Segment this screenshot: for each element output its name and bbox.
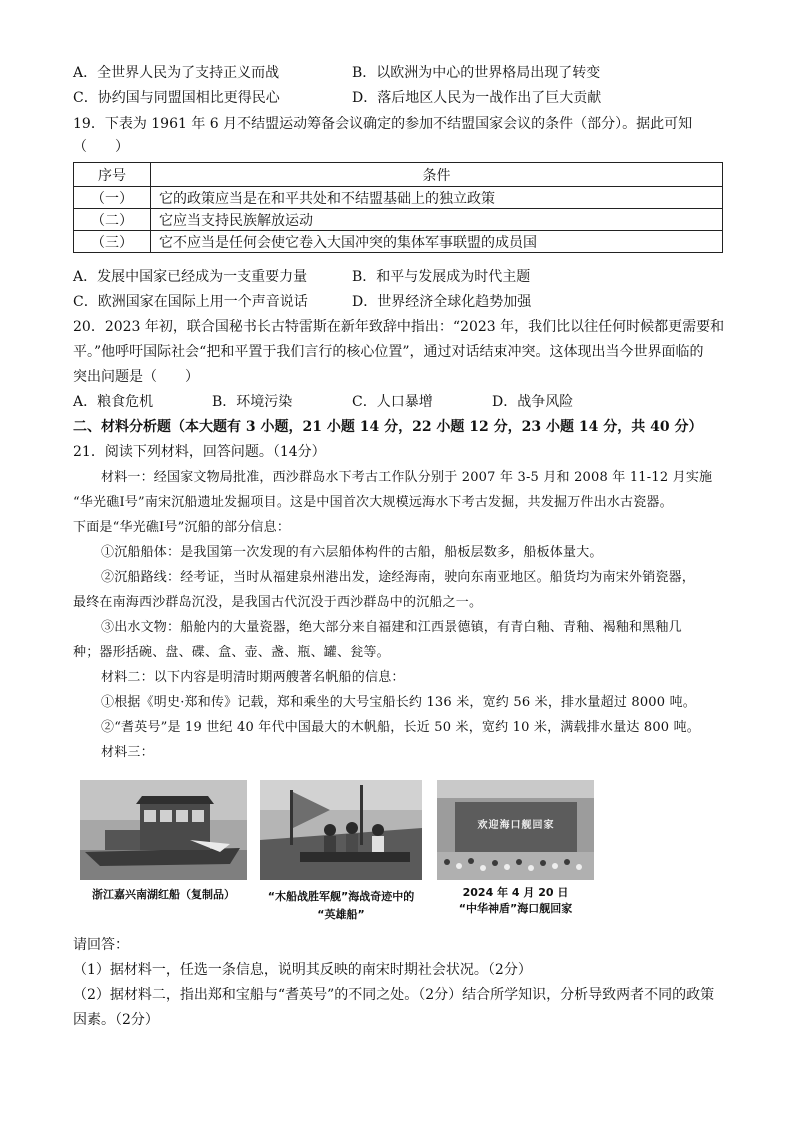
q19-option-c[interactable]: C．欧洲国家在国际上用一个声音说话 (73, 294, 308, 310)
q19-options-row1 (73, 268, 733, 288)
q18-option-c[interactable]: C．协约国与同盟国相比更得民心 (73, 90, 280, 106)
red-boat-image (80, 780, 247, 880)
red-boat-photo (80, 780, 247, 880)
table-cell-number: （三） (74, 231, 151, 253)
q20-stem-line2: 平。”他呼吁国际社会“把和平置于我们言行的核心位置”，通过对话结束冲突。这体现出当今世界面临的 (73, 344, 704, 360)
q21-material1-item2-line1: ②沉船路线：经考证，当时从福建泉州港出发，途经海南，驶向东南亚地区。船货均为南宋外销瓷器， (101, 570, 696, 585)
q19-options-row2 (73, 293, 733, 313)
q19-conditions-table (73, 162, 723, 253)
hero-boat-image (260, 780, 422, 880)
q21-subquestion-2-line2: 因素。（2分） (73, 1012, 159, 1028)
q18-option-d[interactable]: D．落后地区人民为一战作出了巨大贡献 (352, 90, 602, 106)
table-row (74, 231, 723, 253)
q20-option-b[interactable]: B．环境污染 (212, 394, 293, 410)
q20-option-c[interactable]: C．人口暴增 (352, 394, 433, 410)
section-heading: 二、材料分析题（本大题有 3 小题，21 小题 14 分，22 小题 12 分，23 小题 14 分，共 40 分） (73, 419, 703, 435)
table-cell-condition: 它应当支持民族解放运动 (151, 209, 723, 231)
q18-option-a[interactable]: A．全世界人民为了支持正义而战 (73, 65, 280, 81)
q21-material1-item2-line2: 最终在南海西沙群岛沉没，是我国古代沉没于西沙群岛中的沉船之一。 (73, 595, 483, 610)
q21-material2-item2: ②“耆英号”是 19 世纪 40 年代中国最大的木帆船，长近 50 米，宽约 10 米，满载排水量达 800 吨。 (101, 720, 700, 735)
q19-option-b[interactable]: B．和平与发展成为时代主题 (352, 269, 531, 285)
hero-boat-caption-line2: “英雄船” (317, 908, 365, 921)
table-header-row (74, 163, 723, 187)
q21-material1-item1: ①沉船船体：是我国第一次发现的有六层船体构件的古船，船板层数多，船板体量大。 (101, 545, 603, 560)
q20-option-d[interactable]: D．战争风险 (492, 394, 574, 410)
q20-options-row (73, 393, 733, 413)
q21-subquestion-1: （1）据材料一，任选一条信息，说明其反映的南宋时期社会状况。（2分） (73, 962, 532, 978)
table-header-number: 序号 (74, 163, 151, 187)
table-cell-number: （一） (74, 187, 151, 209)
q21-material2-intro: 材料二：以下内容是明清时期两艘著名帆船的信息： (101, 670, 405, 685)
table-cell-condition: 它的政策应当是在和平共处和不结盟基础上的独立政策 (151, 187, 723, 209)
table-header-condition: 条件 (151, 163, 723, 187)
q21-material1-line1: 材料一：经国家文物局批准，西沙群岛水下考古工作队分别于 2007 年 3-5 月和 2008 年 11-12 月实施 (101, 470, 713, 485)
q18-option-b[interactable]: B．以欧洲为中心的世界格局出现了转变 (352, 65, 601, 81)
table-cell-number: （二） (74, 209, 151, 231)
welcome-banner-text: 欢迎海口舰回家 (477, 820, 555, 831)
q19-option-d[interactable]: D．世界经济全球化趋势加强 (352, 294, 532, 310)
q21-material3-label: 材料三： (101, 745, 154, 760)
haikou-ship-caption-line1: 2024 年 4 月 20 日 (462, 886, 569, 899)
q19-option-a[interactable]: A．发展中国家已经成为一支重要力量 (73, 269, 308, 285)
q18-options-row2 (73, 89, 733, 109)
haikou-ship-caption-line2: “中华神盾”海口舰回家 (458, 902, 573, 915)
q20-stem-line3: 突出问题是（ ） (73, 369, 199, 385)
q19-answer-paren: （ ） (73, 139, 129, 155)
q21-ask-label: 请回答： (73, 937, 129, 953)
red-boat-caption: 浙江嘉兴南湖红船（复制品） (92, 888, 235, 901)
q21-material1-line2: “华光礁Ⅰ号”南宋沉船遗址发掘项目。这是中国首次大规模远海水下考古发掘，共发掘万件出水古瓷器。 (73, 495, 673, 510)
table-row (74, 187, 723, 209)
q21-subquestion-2-line1: （2）据材料二，指出郑和宝船与“耆英号”的不同之处。（2分）结合所学知识，分析导致两者不同的政策 (73, 987, 715, 1003)
q21-material1-item3-line1: ③出水文物：船舱内的大量瓷器，绝大部分来自福建和江西景德镇，有青白釉、青釉、褐釉和黑釉几 (101, 620, 682, 635)
q18-options-row1 (73, 64, 733, 84)
haikou-ship-photo (437, 780, 594, 880)
hero-boat-photo (260, 780, 422, 880)
hero-boat-caption-line1: “木船战胜军舰”海战奇迹中的 (267, 890, 415, 903)
q21-stem: 21．阅读下列材料，回答问题。（14分） (73, 444, 326, 460)
q21-material2-item1: ①根据《明史·郑和传》记载，郑和乘坐的大号宝船长约 136 米，宽约 56 米，排水量超过 8000 吨。 (101, 695, 696, 710)
q21-material1-line3: 下面是“华光礁Ⅰ号”沉船的部分信息： (73, 520, 291, 535)
q20-stem-line1: 20．2023 年初，联合国秘书长古特雷斯在新年致辞中指出：“2023 年，我们比以往任何时候都更需要和 (73, 319, 725, 335)
table-cell-condition: 它不应当是任何会使它卷入大国冲突的集体军事联盟的成员国 (151, 231, 723, 253)
q21-material1-item3-line2: 种；器形括碗、盘、碟、盒、壶、盏、瓶、罐、瓮等。 (73, 645, 390, 660)
table-row (74, 209, 723, 231)
q19-stem: 19．下表为 1961 年 6 月不结盟运动筹备会议确定的参加不结盟国家会议的条件（部分）。据此可知 (73, 116, 693, 132)
q20-option-a[interactable]: A．粮食危机 (73, 394, 154, 410)
